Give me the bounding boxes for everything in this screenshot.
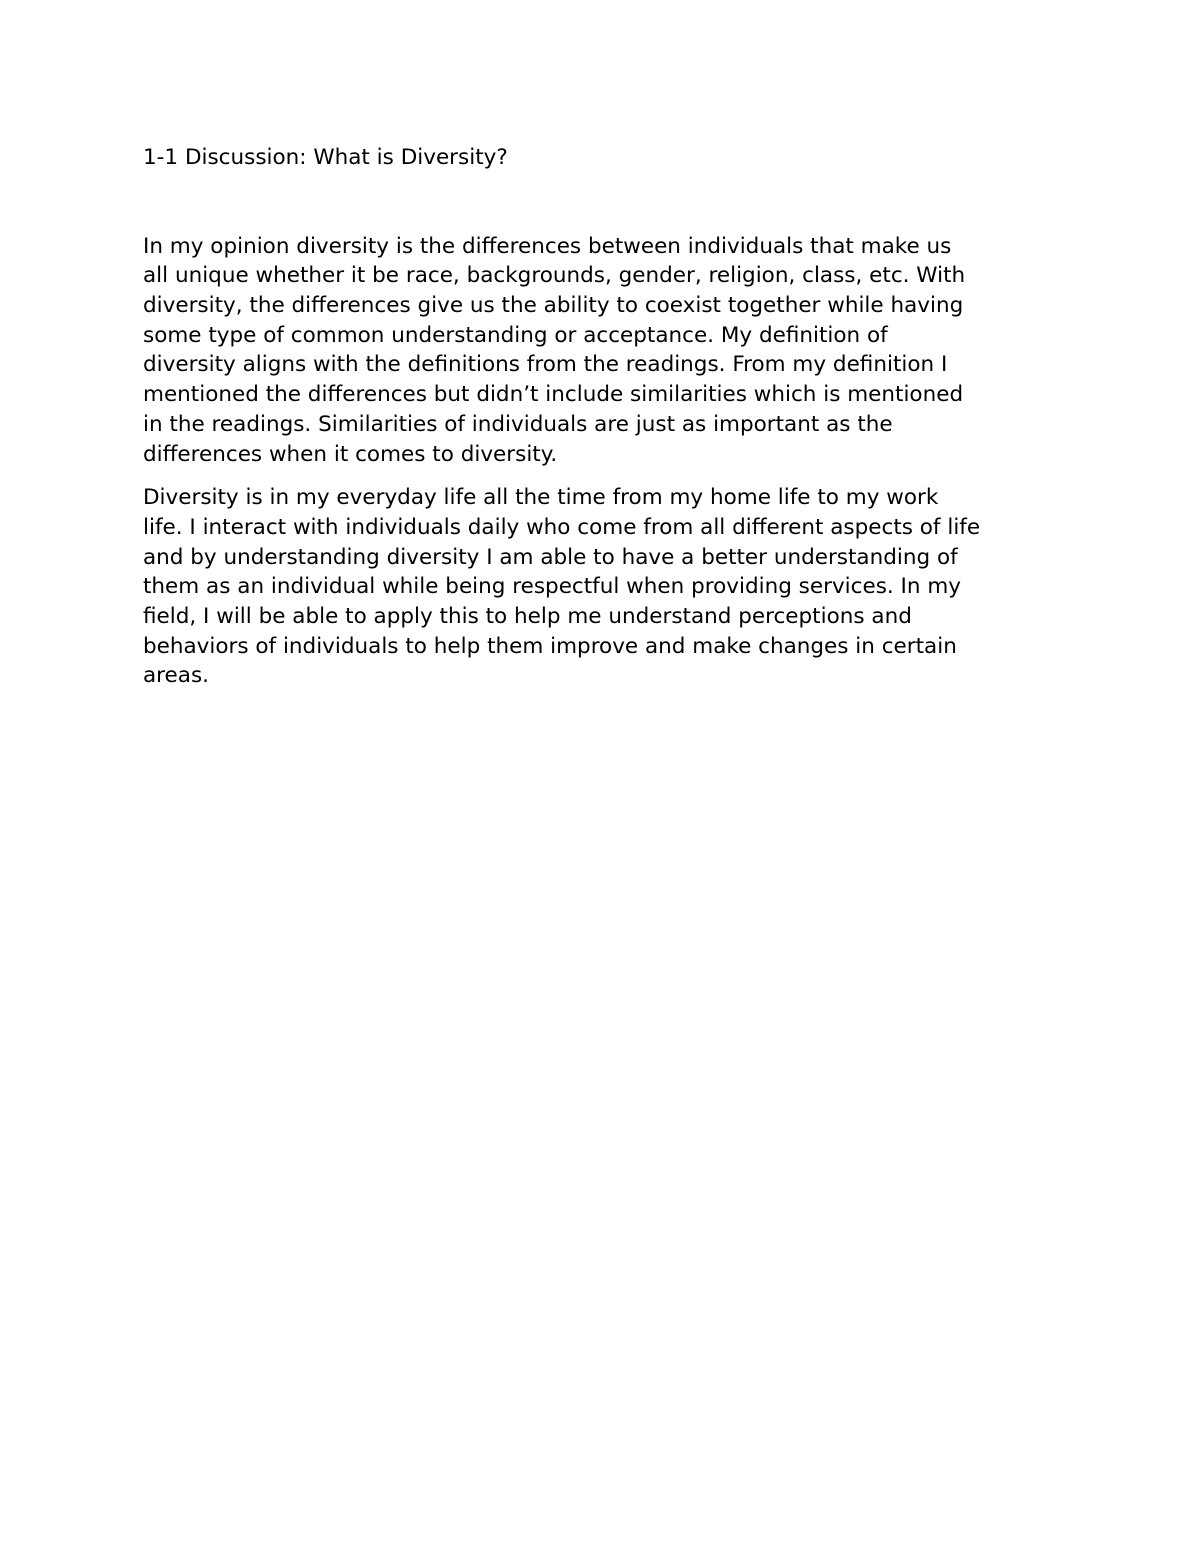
- paragraph-line: life. I interact with individuals daily who come from all different aspects of life: [143, 514, 981, 540]
- document-body: [143, 143, 1068, 705]
- paragraph-line: some type of common understanding or acceptance. My definition of: [143, 322, 888, 348]
- paragraph-line: behaviors of individuals to help them improve and make changes in certain: [143, 633, 957, 659]
- paragraph-line: mentioned the differences but didn’t include similarities which is mentioned: [143, 382, 964, 408]
- paragraph-line: field, I will be able to apply this to help me understand perceptions and: [143, 603, 912, 629]
- paragraph-1: [143, 232, 1068, 470]
- paragraph-line: diversity, the differences give us the ability to coexist together while having: [143, 293, 964, 319]
- paragraph-line: Diversity is in my everyday life all the time from my home life to my work: [143, 485, 939, 511]
- paragraph-line: diversity aligns with the definitions from the readings. From my definition I: [143, 352, 948, 378]
- document-title: 1-1 Discussion: What is Diversity?: [143, 145, 508, 170]
- paragraph-line: and by understanding diversity I am able to have a better understanding of: [143, 544, 958, 570]
- paragraph-line: In my opinion diversity is the differences between individuals that make us: [143, 233, 952, 259]
- paragraph-line: them as an individual while being respectful when providing services. In my: [143, 574, 962, 600]
- paragraph-line: in the readings. Similarities of individuals are just as important as the: [143, 411, 893, 437]
- paragraph-line: areas.: [143, 663, 209, 689]
- paragraph-line: differences when it comes to diversity.: [143, 441, 558, 467]
- paragraph-2: [143, 483, 1068, 691]
- paragraph-line: all unique whether it be race, backgrounds, gender, religion, class, etc. With: [143, 263, 966, 289]
